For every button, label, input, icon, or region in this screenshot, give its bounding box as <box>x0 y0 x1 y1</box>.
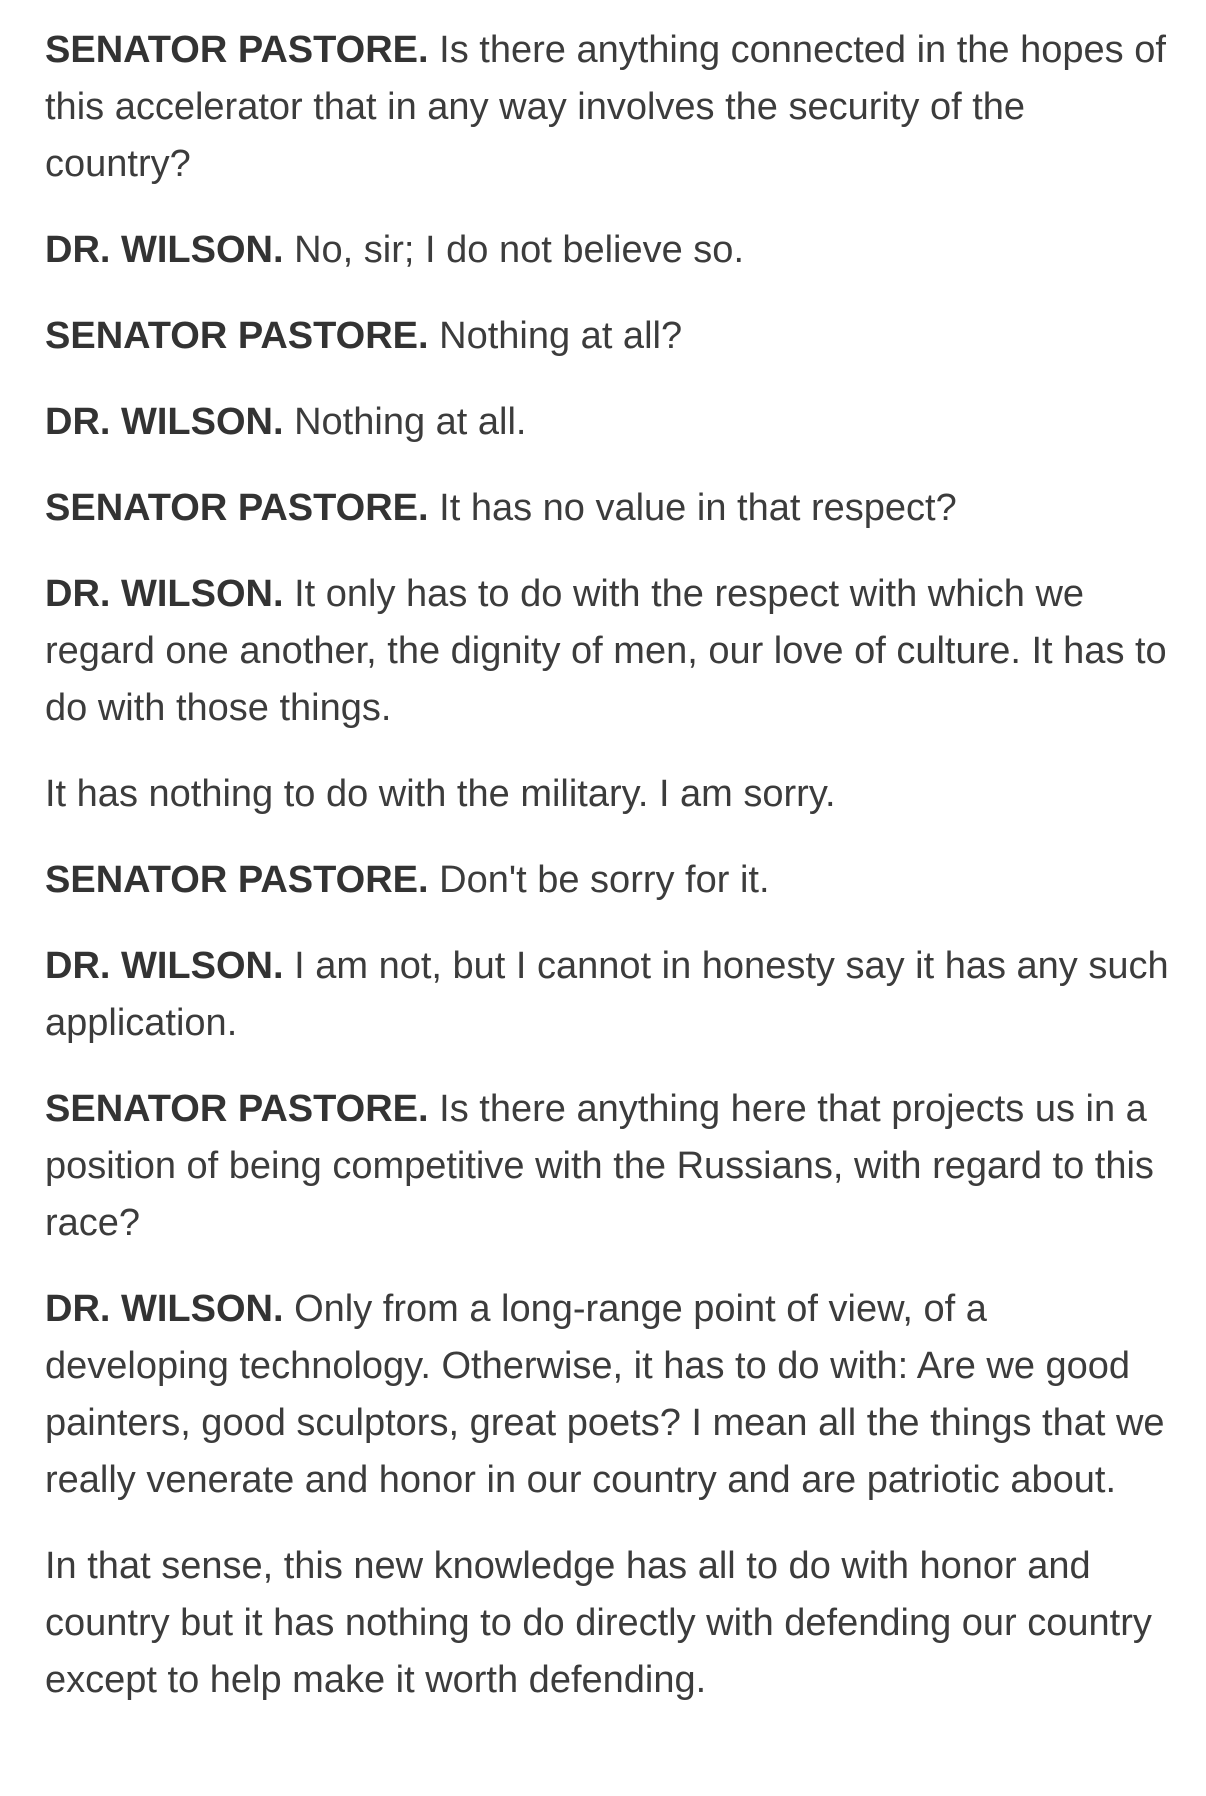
speech-text: Is there anything here that projects us in a position of being competitive with the Russians, with regard to this race? <box>45 1088 1154 1244</box>
transcript-paragraph <box>45 852 1170 909</box>
transcript-paragraph <box>45 480 1170 537</box>
transcript-paragraph <box>45 308 1170 365</box>
speaker-name: SENATOR PASTORE. <box>45 487 429 529</box>
speaker-name: DR. WILSON. <box>45 1288 284 1330</box>
speech-text: Is there anything connected in the hopes of this accelerator that in any way involves the security of the country? <box>45 29 1166 185</box>
transcript-paragraph <box>45 1081 1170 1252</box>
speaker-name: SENATOR PASTORE. <box>45 859 429 901</box>
speech-text: It only has to do with the respect with which we regard one another, the dignity of men, our love of culture. It has to do with those things. <box>45 573 1167 729</box>
speaker-name: DR. WILSON. <box>45 401 284 443</box>
transcript-paragraph <box>45 394 1170 451</box>
transcript-document <box>45 22 1170 1738</box>
speech-text: Nothing at all. <box>283 401 527 443</box>
speech-text: Only from a long-range point of view, of a developing technology. Otherwise, it has to do with: Are we good painters, good sculptors, great poets? I mean all the things that we really venerate and honor in our country and are patriotic about. <box>45 1288 1165 1501</box>
speech-text: It has nothing to do with the military. I am sorry. <box>45 773 836 815</box>
speaker-name: SENATOR PASTORE. <box>45 29 429 71</box>
transcript-paragraph <box>45 566 1170 737</box>
transcript-paragraph <box>45 22 1170 193</box>
speech-text: I am not, but I cannot in honesty say it has any such application. <box>45 945 1169 1044</box>
speaker-name: SENATOR PASTORE. <box>45 315 429 357</box>
speaker-name: DR. WILSON. <box>45 229 284 271</box>
transcript-paragraph <box>45 1538 1170 1709</box>
speaker-name: DR. WILSON. <box>45 945 284 987</box>
speech-text: In that sense, this new knowledge has all to do with honor and country but it has nothing to do directly with defending our country except to help make it worth defending. <box>45 1545 1152 1701</box>
speaker-name: SENATOR PASTORE. <box>45 1088 429 1130</box>
speech-text: Nothing at all? <box>428 315 683 357</box>
transcript-paragraph <box>45 938 1170 1052</box>
speech-text: Don't be sorry for it. <box>428 859 770 901</box>
speaker-name: DR. WILSON. <box>45 573 284 615</box>
speech-text: No, sir; I do not believe so. <box>283 229 744 271</box>
transcript-paragraph <box>45 1281 1170 1509</box>
transcript-paragraph <box>45 222 1170 279</box>
speech-text: It has no value in that respect? <box>428 487 957 529</box>
transcript-paragraph <box>45 766 1170 823</box>
